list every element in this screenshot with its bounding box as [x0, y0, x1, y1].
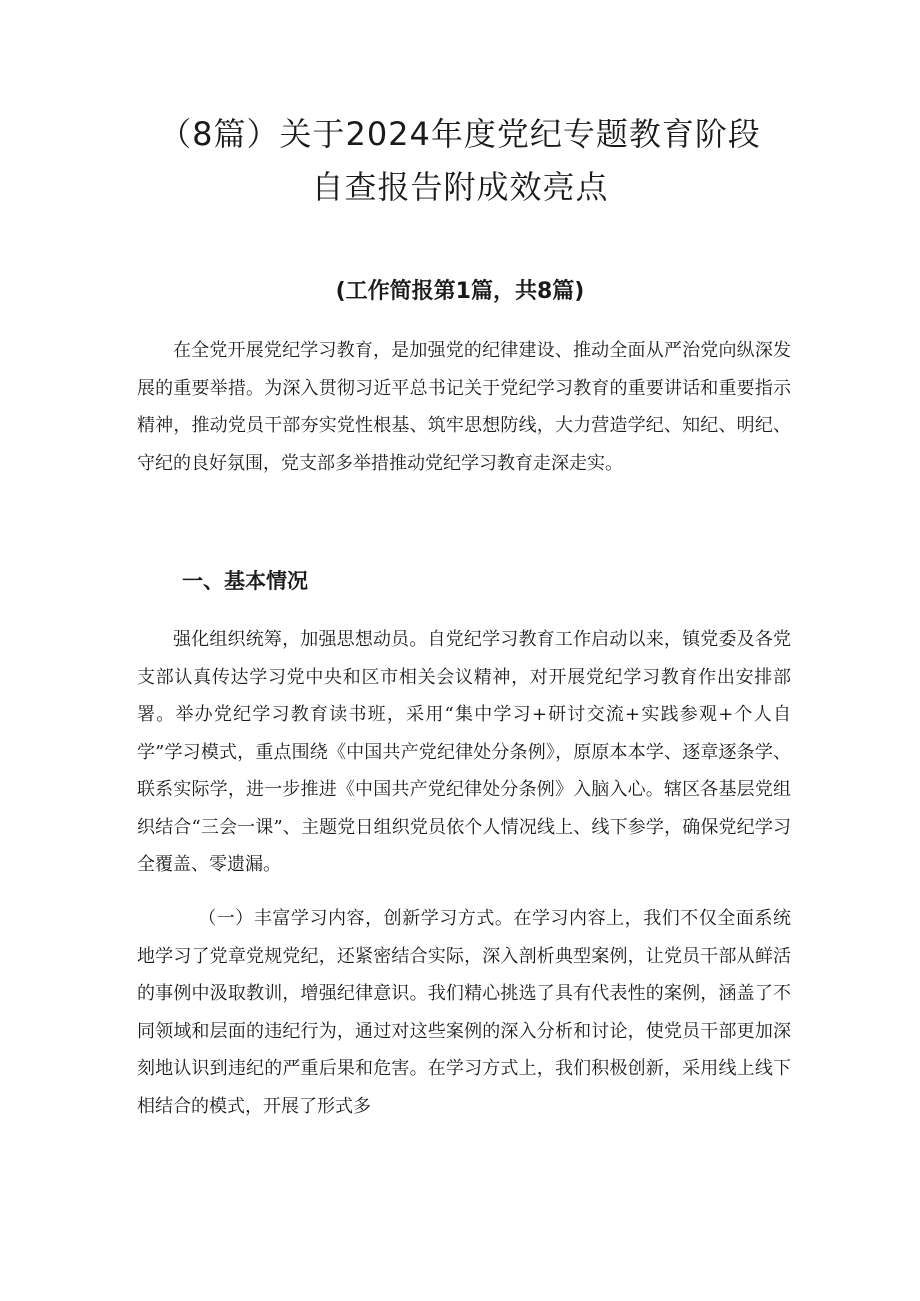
section-paragraph: 强化组织统筹，加强思想动员。自党纪学习教育工作启动以来，镇党委及各党支部认真传达学习党中央和区市相关会议精神，对开展党纪学习教育作出安排部署。举办党纪学习教育读书班，采用“集中学习+研讨交流+实践参观+个人自学”学习模式，重点围绕《中国共产党纪律处分条例》，原原本本学、逐章逐条学、联系实际学，进一步推进《中国共产党纪律处分条例》入脑入心。辖区各基层党组织结合“三会一课”、主题党日组织党员依个人情况线上、线下参学，确保党纪学习全覆盖、零遗漏。	[137, 629, 791, 875]
document-subtitle: (工作简报第1篇，共8篇)	[335, 279, 585, 304]
document-title-line-2: 自查报告附成效亮点	[311, 168, 609, 206]
document-title-line-1: （8篇）关于2024年度党纪专题教育阶段	[159, 115, 761, 153]
subsection-paragraph: （一）丰富学习内容，创新学习方式。在学习内容上，我们不仅全面系统地学习了党章党规党纪，还紧密结合实际，深入剖析典型案例，让党员干部从鲜活的事例中汲取教训，增强纪律意识。我们精心挑选了具有代表性的案例，涵盖了不同领域和层面的违纪行为，通过对这些案例的深入分析和讨论，使党员干部更加深刻地认识到违纪的严重后果和危害。在学习方式上，我们积极创新，采用线上线下相结合的模式，开展了形式多	[137, 908, 791, 1117]
section-heading-basic-situation: 一、基本情况	[182, 569, 308, 593]
intro-paragraph: 在全党开展党纪学习教育，是加强党的纪律建设、推动全面从严治党向纵深发展的重要举措。为深入贯彻习近平总书记关于党纪学习教育的重要讲话和重要指示精神，推动党员干部夯实党性根基、筑牢思想防线，大力营造学纪、知纪、明纪、守纪的良好氛围，党支部多举措推动党纪学习教育走深走实。	[137, 340, 791, 474]
